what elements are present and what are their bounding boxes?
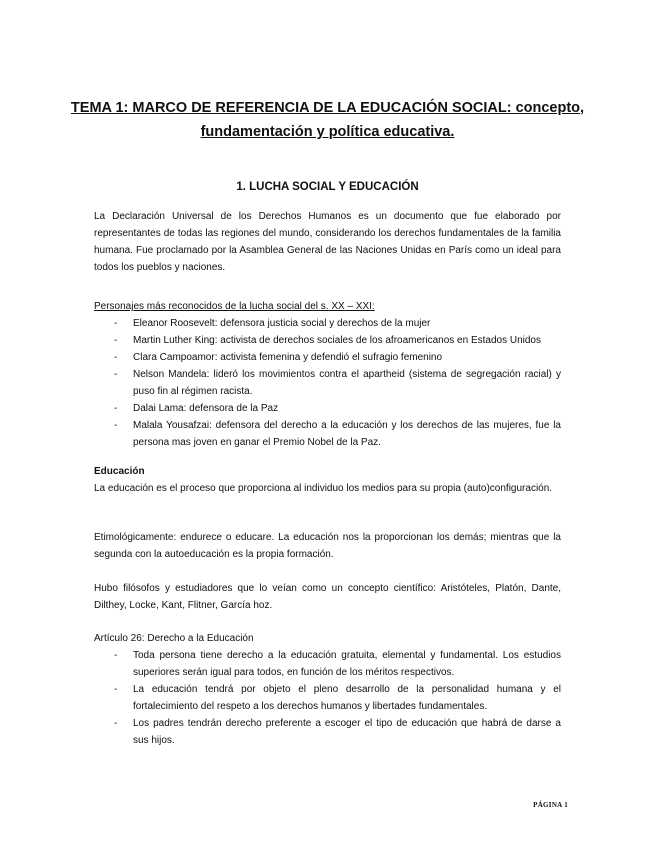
dash-marker: - (114, 352, 118, 363)
list-item: - Nelson Mandela: lideró los movimientos contra el apartheid (sistema de segregación racial) y puso fin al régimen racista. (94, 366, 561, 400)
list-item: - Los padres tendrán derecho preferente a escoger el tipo de educación que habrá de darse a sus hijos. (94, 715, 561, 749)
dash-marker: - (114, 403, 118, 414)
list-item: - Toda persona tiene derecho a la educación gratuita, elemental y fundamental. Los estudios superiores serán igual para todos, en función de los méritos respectivos. (94, 647, 561, 681)
educacion-section (94, 463, 561, 497)
page-title (70, 96, 585, 144)
dash-marker: - (114, 718, 118, 729)
filosofos-paragraph: Hubo filósofos y estudiadores que lo veían como un concepto científico: Aristóteles, Platón, Dante, Dilthey, Locke, Kant, Flitner, García hoz. (94, 583, 561, 611)
articulo-26-heading: Artículo 26: Derecho a la Educación (94, 633, 254, 644)
section-heading-lucha-social: 1. LUCHA SOCIAL Y EDUCACIÓN (236, 181, 419, 193)
intro-paragraph: La Declaración Universal de los Derechos Humanos es un documento que fue elaborado por representantes de todas las regiones del mundo, considerando los derechos fundamentales de la familia humana. Fue proclamado por la Asamblea General de las Naciones Unidas en París como un ideal para todos los pueblos y naciones. (94, 211, 561, 273)
list-item: - Malala Yousafzai: defensora del derecho a la educación y los derechos de las mujeres, fue la persona mas joven en ganar el Premio Nobel de la Paz. (94, 417, 561, 451)
title-line-1: TEMA 1: MARCO DE REFERENCIA DE LA EDUCACIÓN SOCIAL: concepto, (70, 100, 585, 116)
list-item: - Clara Campoamor: activista femenina y defendió el sufragio femenino (94, 349, 561, 366)
personajes-heading: Personajes más reconocidos de la lucha social del s. XX – XXI: (94, 301, 375, 312)
personajes-section (94, 298, 561, 451)
articulo-26-list (94, 647, 561, 749)
articulo-26-section (94, 630, 561, 749)
page-number: PÁGINA 1 (533, 801, 568, 809)
dash-marker: - (114, 318, 118, 329)
personajes-list (94, 315, 561, 451)
list-item: - Martin Luther King: activista de derechos sociales de los afroamericanos en Estados Unidos (94, 332, 561, 349)
list-item: - La educación tendrá por objeto el pleno desarrollo de la personalidad humana y el fortalecimiento del respeto a los derechos humanos y libertades fundamentales. (94, 681, 561, 715)
dash-marker: - (114, 420, 118, 431)
list-item: - Dalai Lama: defensora de la Paz (94, 400, 561, 417)
dash-marker: - (114, 335, 118, 346)
dash-marker: - (114, 684, 118, 695)
dash-marker: - (114, 369, 118, 380)
etimologia-paragraph: Etimológicamente: endurece o educare. La educación nos la proporcionan los demás; mientras que la segunda con la autoeducación es la propia formación. (94, 532, 561, 560)
title-line-2: fundamentación y política educativa. (200, 124, 455, 140)
educacion-definition: La educación es el proceso que proporciona al individuo los medios para su propia (auto)configuración. (94, 483, 553, 494)
list-item: - Eleanor Roosevelt: defensora justicia social y derechos de la mujer (94, 315, 561, 332)
dash-marker: - (114, 650, 118, 661)
educacion-heading: Educación (94, 466, 145, 477)
